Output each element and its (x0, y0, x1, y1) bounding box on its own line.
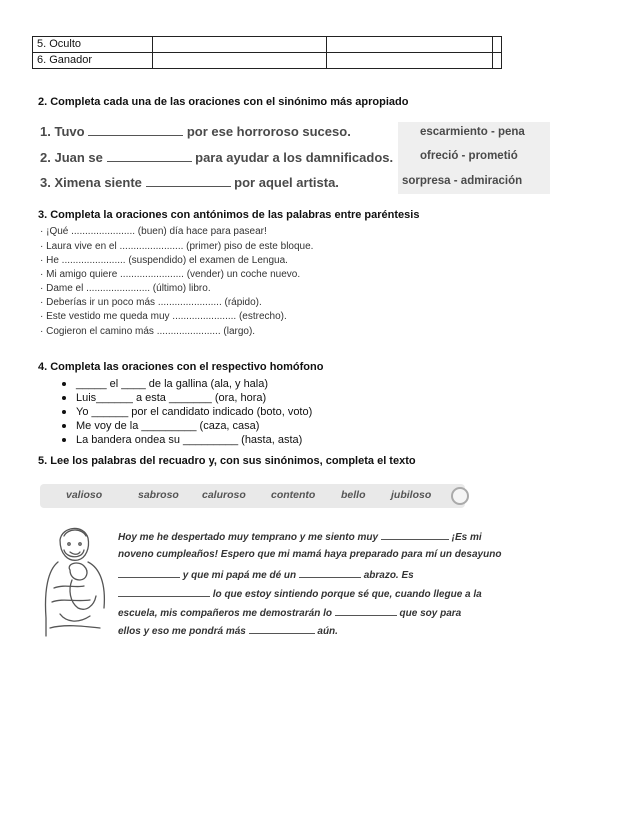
story-text: Hoy me he despertado muy temprano y me siento muy (118, 532, 379, 543)
story-text: escuela, mis compañeros me demostrarán lo (118, 608, 332, 619)
table-cell-blank[interactable] (493, 37, 502, 53)
synonym-table (32, 36, 502, 69)
word-item: sabroso (138, 489, 179, 501)
answer-blank[interactable] (381, 530, 449, 540)
story-line (118, 568, 414, 581)
exercise-5-heading: 5. Lee los palabras del recuadro y, con sus sinónimos, completa el texto (38, 455, 416, 467)
ex2-sentence (40, 124, 351, 139)
father-child-illustration (40, 518, 112, 638)
table-cell-word: 5. Oculto (33, 37, 153, 53)
item-text: _____ el ____ de la gallina (ala, y hala) (76, 378, 269, 390)
sentence-number: 2. (40, 150, 51, 165)
story-text: lo que estoy sintiendo porque sé que, cuando llegue a la (212, 589, 482, 600)
answer-blank[interactable] (107, 152, 192, 162)
sentence-end: por aquel artista. (234, 175, 339, 190)
bullet-icon (62, 438, 66, 442)
table-cell-word: 6. Ganador (33, 53, 153, 69)
story-text: noveno cumpleaños! Espero que mi mamá haya preparado para mí un desayuno (118, 549, 502, 560)
list-item (40, 391, 312, 405)
word-item: contento (271, 489, 316, 501)
table-cell-blank[interactable] (152, 37, 326, 53)
exercise-3-heading: 3. Completa la oraciones con antónimos de las palabras entre paréntesis (38, 209, 420, 221)
answer-blank[interactable] (335, 606, 397, 616)
bullet-icon (62, 382, 66, 386)
table-cell-blank[interactable] (326, 53, 492, 69)
table-row (33, 53, 502, 69)
story-text: y que mi papá me dé un (182, 570, 297, 581)
bullet-icon (62, 410, 66, 414)
story-text: aún. (317, 626, 338, 637)
options-box (398, 122, 550, 194)
bullet-icon (62, 424, 66, 428)
option-text: sorpresa - admiración (402, 175, 523, 187)
ex3-sentence: · Este vestido me queda muy ....................... (estrecho). (40, 311, 287, 322)
answer-blank[interactable] (118, 568, 180, 578)
answer-blank[interactable] (146, 177, 231, 187)
story-line (118, 587, 482, 600)
option-text: ofreció - prometió (420, 150, 518, 162)
item-text: Yo ______ por el candidato indicado (boto, voto) (76, 406, 313, 418)
homophone-list (40, 377, 312, 447)
story-line (118, 624, 338, 637)
list-item (40, 433, 312, 447)
word-item: jubiloso (391, 489, 432, 501)
ex3-sentence: · Dame el ....................... (último) libro. (40, 283, 211, 294)
list-item (40, 419, 312, 433)
list-item (40, 405, 312, 419)
word-item: bello (341, 489, 366, 501)
sentence-number: 3. (40, 175, 51, 190)
ex3-sentence: · ¡Qué ....................... (buen) día hace para pasear! (40, 226, 267, 237)
word-box (40, 484, 465, 508)
story-line (118, 530, 482, 543)
ex2-sentence (40, 175, 339, 190)
exercise-2-heading: 2. Completa cada una de las oraciones con el sinónimo más apropiado (38, 96, 409, 108)
ex3-sentence: · He ....................... (suspendido) el examen de Lengua. (40, 255, 288, 266)
table-row (33, 37, 502, 53)
sentence-start: Juan se (54, 150, 103, 165)
sentence-number: 1. (40, 124, 51, 139)
answer-blank[interactable] (249, 624, 315, 634)
story-line (118, 606, 461, 619)
story-text: ¡Es mi (451, 532, 482, 543)
answer-blank[interactable] (88, 126, 183, 136)
story-text: que soy para (399, 608, 462, 619)
sentence-start: Ximena siente (54, 175, 142, 190)
story-text: ellos y eso me pondrá más (118, 626, 246, 637)
list-item (40, 377, 312, 391)
scroll-curl-icon (451, 487, 469, 505)
story-line (118, 549, 501, 560)
sentence-end: para ayudar a los damnificados. (195, 150, 394, 165)
story-text: abrazo. Es (363, 570, 414, 581)
exercise-4-heading: 4. Completa las oraciones con el respectivo homófono (38, 361, 324, 373)
table-cell-blank[interactable] (152, 53, 326, 69)
word-item: caluroso (202, 489, 246, 501)
ex3-sentence: · Laura vive en el ....................... (primer) piso de este bloque. (40, 241, 314, 252)
item-text: La bandera ondea su _________ (hasta, asta) (76, 434, 303, 446)
answer-blank[interactable] (299, 568, 361, 578)
bullet-icon (62, 396, 66, 400)
answer-blank[interactable] (118, 587, 210, 597)
sentence-end: por ese horroroso suceso. (186, 124, 351, 139)
item-text: Luis______ a esta _______ (ora, hora) (76, 392, 267, 404)
ex3-sentence: · Cogieron el camino más ....................... (largo). (40, 326, 256, 337)
sentence-start: Tuvo (54, 124, 85, 139)
table-cell-blank[interactable] (493, 53, 502, 69)
ex2-sentence (40, 150, 393, 165)
item-text: Me voy de la _________ (caza, casa) (76, 420, 260, 432)
option-text: escarmiento - pena (420, 126, 525, 138)
ex3-sentence: · Deberías ir un poco más ....................... (rápido). (40, 297, 262, 308)
word-item: valioso (66, 489, 103, 501)
ex3-sentence: · Mi amigo quiere ....................... (vender) un coche nuevo. (40, 269, 301, 280)
table-cell-blank[interactable] (326, 37, 492, 53)
